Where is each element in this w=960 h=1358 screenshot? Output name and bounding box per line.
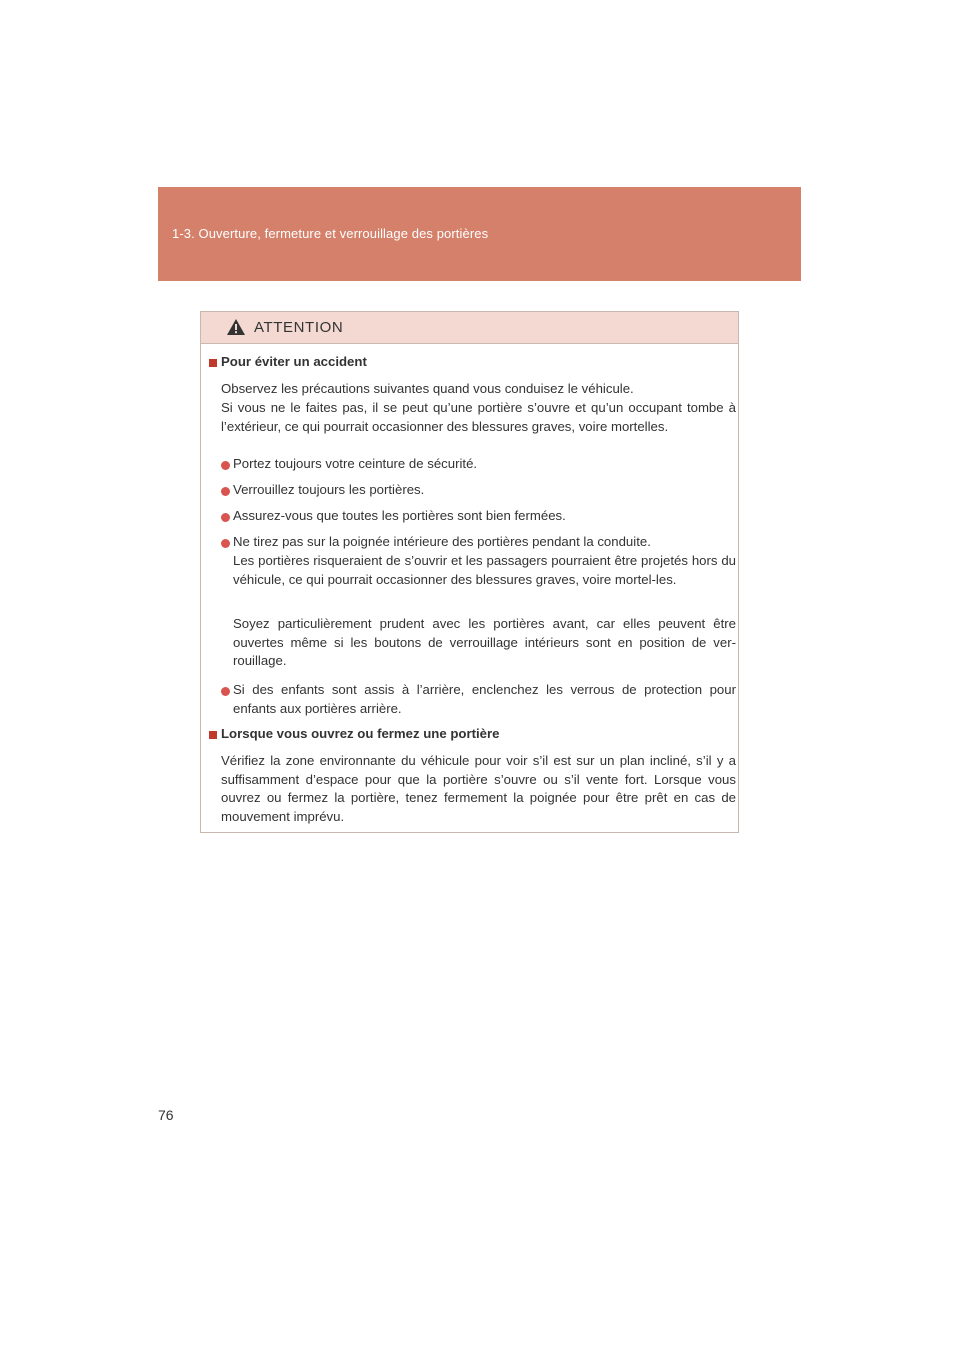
- bullet-detail: Les portières risqueraient de s’ouvrir et les passagers pourraient être projetés hors du véhicule, ce qui pourrait occasionner des blessures graves, voire mortel-les.: [233, 553, 736, 587]
- bullet-item: Assurez-vous que toutes les portières sont bien fermées.: [233, 508, 566, 523]
- section-heading: Pour éviter un accident: [221, 354, 367, 369]
- bullet-item: Portez toujours votre ceinture de sécurité.: [233, 456, 478, 471]
- bullet-dot: [221, 487, 230, 496]
- warning-triangle-icon: [226, 318, 246, 336]
- section-square-marker: [209, 359, 217, 367]
- section-header-band: [158, 187, 801, 281]
- intro-paragraph: Si vous ne le faites pas, il se peut qu’une portière s’ouvre et qu’un occupant tombe à l’extérieur, ce qui pourrait occasionner des blessures graves, voire mortelles.: [221, 400, 736, 434]
- bullet-detail: Soyez particulièrement prudent avec les portières avant, car elles peuvent être ouvertes même si les boutons de verrouillage intérieurs sont en position de ver-rouillage.: [233, 616, 736, 668]
- section-square-marker: [209, 731, 217, 739]
- section-title: 1-3. Ouverture, fermeture et verrouillage des portières: [172, 226, 489, 241]
- bullet-dot: [221, 687, 230, 696]
- section-heading: Lorsque vous ouvrez ou fermez une portière: [221, 726, 500, 741]
- warning-box: [200, 311, 739, 833]
- warning-title: ATTENTION: [254, 319, 344, 336]
- bullet-dot: [221, 461, 230, 470]
- bullet-dot: [221, 513, 230, 522]
- intro-line: Observez les précautions suivantes quand vous conduisez le véhicule.: [221, 381, 634, 396]
- bullet-item: Ne tirez pas sur la poignée intérieure des portières pendant la conduite.: [233, 534, 651, 549]
- page-number: 76: [158, 1107, 174, 1123]
- bullet-dot: [221, 539, 230, 548]
- bullet-item: Si des enfants sont assis à l’arrière, enclenchez les verrous de protection pour enfants aux portières arrière.: [233, 682, 736, 716]
- bullet-item: Verrouillez toujours les portières.: [233, 482, 425, 497]
- section-body: Vérifiez la zone environnante du véhicule pour voir s’il est sur un plan incliné, s’il y a suffisamment d’espace pour que la portière s’ouvre ou s’il vente fort. Lorsque vous ouvrez ou fermez la portière, tenez fermement la poignée pour être prêt en cas de mouvement imprévu.: [221, 753, 736, 824]
- warning-header: [201, 312, 738, 344]
